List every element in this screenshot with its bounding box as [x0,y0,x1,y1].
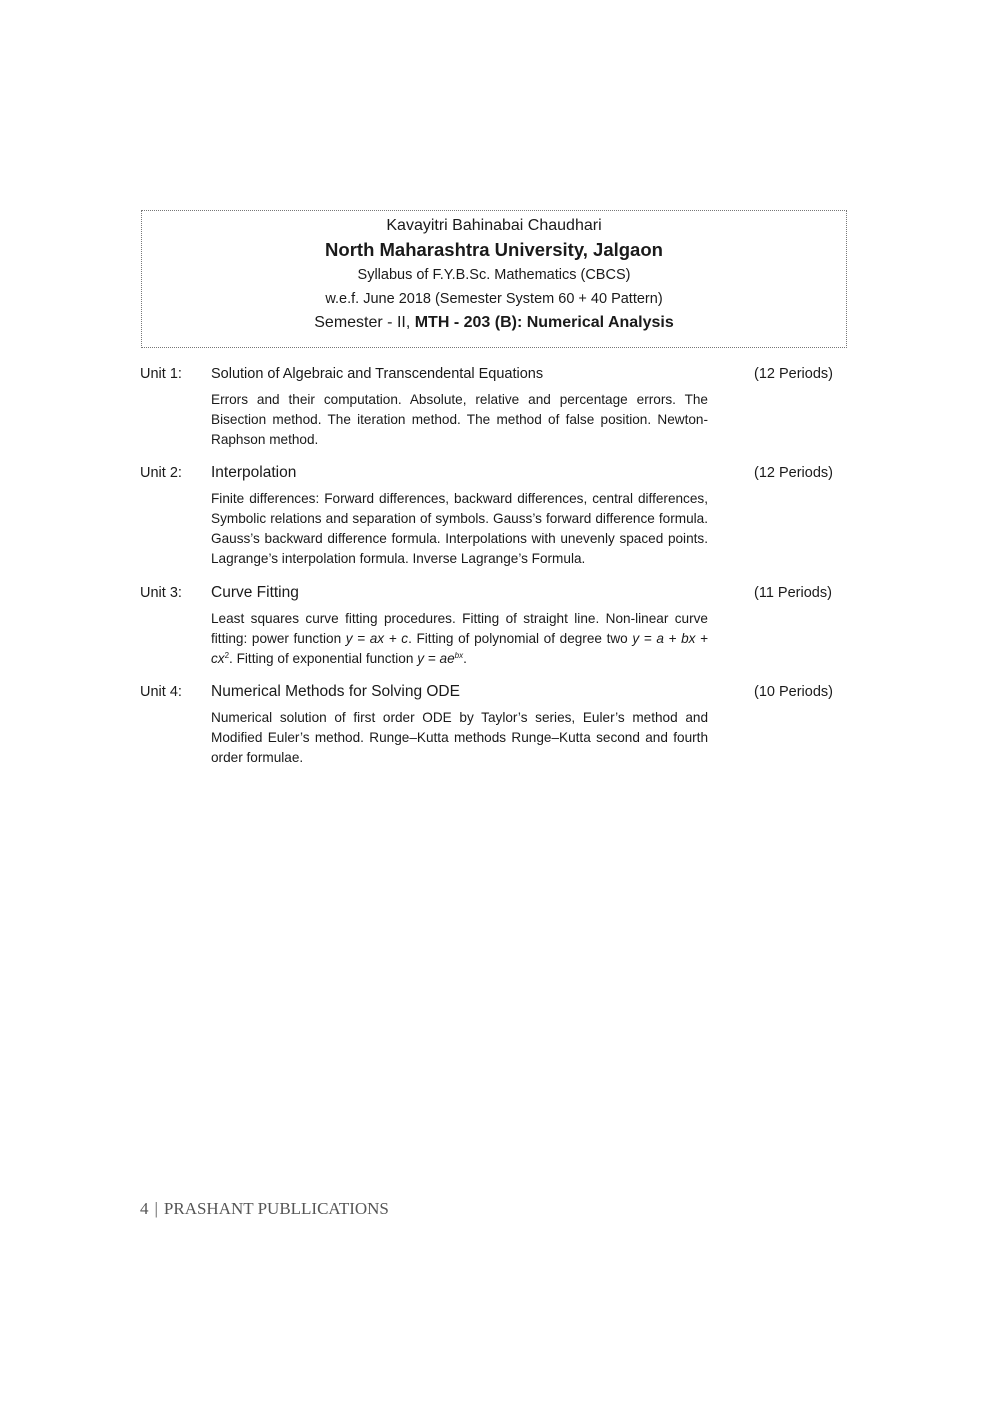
footer-separator: | [154,1199,158,1218]
text-segment: . Fitting of exponential function [229,651,418,666]
formula-exponent: 2 [224,651,230,660]
text-segment: Least squares curve fitting procedures. Fitting of straight line. Non-linear curve fitting: power function [211,611,708,646]
unit-description: Numerical solution of first order ODE by Taylor’s series, Euler’s method and Modified Euler’s method. Runge–Kutta methods Runge–Kutta second and fourth order formulae. [211,710,708,765]
unit-periods: (12 Periods) [754,366,833,382]
unit-title: Numerical Methods for Solving ODE [211,683,460,700]
unit-description: Errors and their computation. Absolute, relative and percentage errors. The Bisection method. The iteration method. The method of false position. Newton-Raphson method. [211,392,708,447]
unit-description: Finite differences: Forward differences, backward differences, central differences, Symbolic relations and separation of symbols. Gauss’s forward difference formula. Gauss’s backward difference formula. Interpolations with unevenly spaced points. Lagrange’s interpolation formula. Inverse Lagrange’s Formula. [211,491,708,566]
unit-title: Solution of Algebraic and Transcendental Equations [211,366,544,382]
formula-exponential: y = ae [417,651,455,666]
university-prefix: Kavayitri Bahinabai Chaudhari [386,217,602,234]
page-number: 4 [140,1199,149,1218]
effective-date: w.e.f. June 2018 (Semester System 60 + 40 Pattern) [325,291,663,307]
text-segment: . Fitting of polynomial of degree two [408,631,633,646]
unit-label: Unit 1: [140,366,182,382]
unit-title: Curve Fitting [211,584,299,601]
unit-periods: (10 Periods) [754,684,833,700]
course-code-title: MTH - 203 (B): Numerical Analysis [414,314,674,331]
unit-title: Interpolation [211,464,297,481]
publisher-name: PRASHANT PUBLLICATIONS [163,1199,389,1218]
syllabus-title: Syllabus of F.Y.B.Sc. Mathematics (CBCS) [357,267,631,283]
formula-polynomial: y = a + bx + cx [211,631,708,666]
unit-periods: (11 Periods) [754,585,832,601]
semester-label: Semester - II, [314,314,415,331]
formula-power-function: y = ax + c [345,631,409,646]
unit-label: Unit 2: [140,465,182,481]
unit-description [211,609,708,669]
page-footer [140,1199,389,1219]
course-heading [142,314,846,332]
formula-exponent: bx [454,651,464,660]
text-segment: . [463,651,467,666]
syllabus-header-box [141,210,847,348]
unit-periods: (12 Periods) [754,465,833,481]
university-name: North Maharashtra University, Jalgaon [325,239,663,260]
unit-label: Unit 4: [140,684,182,700]
unit-label: Unit 3: [140,585,182,601]
